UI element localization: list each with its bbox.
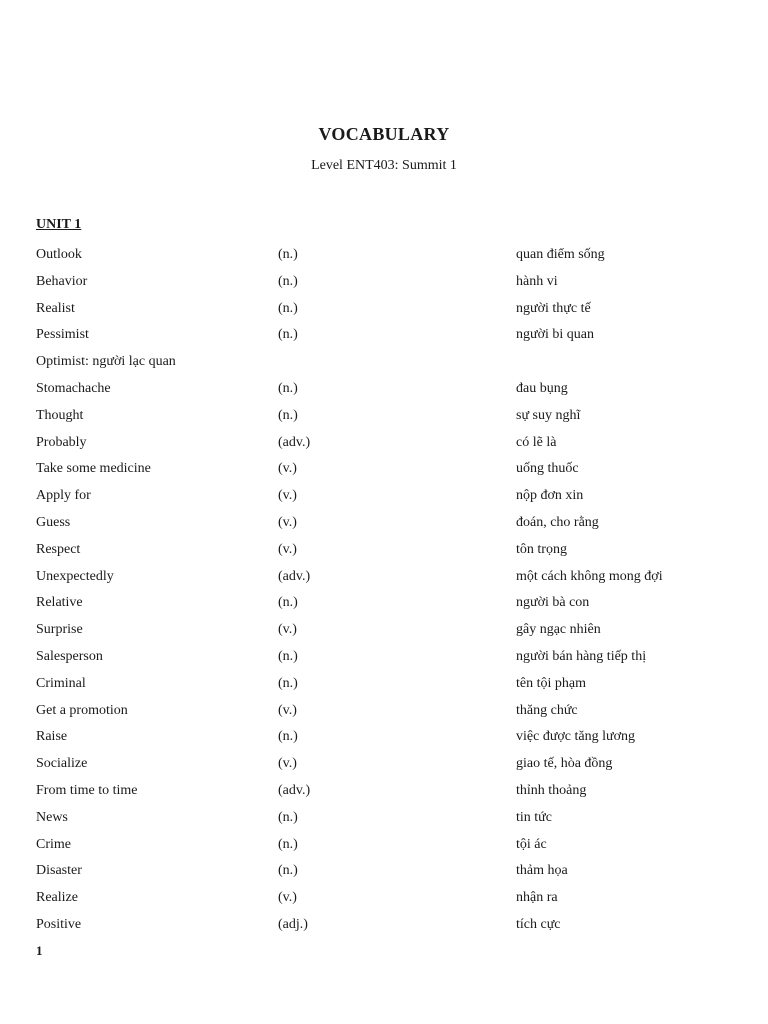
vocab-row bbox=[36, 644, 736, 671]
vocab-word: Stomachache bbox=[36, 380, 111, 396]
vocab-part-of-speech: (n.) bbox=[278, 327, 298, 343]
vocab-meaning: tội ác bbox=[516, 836, 547, 852]
vocabulary-list bbox=[36, 242, 736, 939]
vocab-row bbox=[36, 778, 736, 805]
vocab-part-of-speech: (n.) bbox=[278, 863, 298, 879]
vocab-word: Guess bbox=[36, 514, 71, 530]
vocab-meaning: gây ngạc nhiên bbox=[516, 622, 601, 638]
vocab-word: Surprise bbox=[36, 622, 83, 638]
vocab-row bbox=[36, 349, 736, 376]
vocab-part-of-speech: (adj.) bbox=[278, 916, 308, 932]
vocab-part-of-speech: (v.) bbox=[278, 756, 297, 772]
vocab-row bbox=[36, 751, 736, 778]
vocab-row bbox=[36, 590, 736, 617]
vocab-meaning: quan điểm sống bbox=[516, 247, 605, 262]
vocab-word: Realize bbox=[36, 890, 78, 906]
vocab-meaning: một cách không mong đợi bbox=[516, 568, 663, 584]
vocab-word: Outlook bbox=[36, 247, 82, 262]
unit-heading: UNIT 1 bbox=[36, 217, 82, 232]
vocab-row bbox=[36, 885, 736, 912]
vocab-word: Pessimist bbox=[36, 327, 89, 343]
vocab-part-of-speech: (n.) bbox=[278, 273, 298, 289]
vocab-row bbox=[36, 671, 736, 698]
vocab-word: Disaster bbox=[36, 863, 82, 879]
vocab-meaning: đau bụng bbox=[516, 380, 568, 396]
vocab-word: Respect bbox=[36, 541, 81, 557]
document-title: VOCABULARY bbox=[318, 124, 450, 144]
vocab-part-of-speech: (n.) bbox=[278, 380, 298, 396]
vocab-row bbox=[36, 456, 736, 483]
vocab-part-of-speech: (n.) bbox=[278, 247, 298, 262]
vocab-part-of-speech: (adv.) bbox=[278, 568, 311, 584]
vocab-part-of-speech: (n.) bbox=[278, 407, 298, 423]
vocab-row bbox=[36, 724, 736, 751]
vocab-word: Get a promotion bbox=[36, 702, 128, 718]
vocab-part-of-speech: (n.) bbox=[278, 648, 298, 664]
vocab-row bbox=[36, 242, 736, 269]
vocab-meaning: đoán, cho rằng bbox=[516, 514, 599, 530]
document-subtitle: Level ENT403: Summit 1 bbox=[311, 158, 457, 173]
vocab-part-of-speech: (adv.) bbox=[278, 782, 311, 798]
vocab-part-of-speech: (v.) bbox=[278, 514, 297, 530]
vocab-row bbox=[36, 430, 736, 457]
vocab-part-of-speech: (v.) bbox=[278, 622, 297, 638]
vocab-word: Take some medicine bbox=[36, 461, 151, 477]
vocab-meaning: việc được tăng lương bbox=[516, 729, 636, 745]
vocab-meaning: thăng chức bbox=[516, 702, 578, 718]
vocab-row bbox=[36, 564, 736, 591]
vocab-meaning: uống thuốc bbox=[516, 461, 579, 477]
vocab-meaning: tôn trọng bbox=[516, 541, 567, 557]
vocab-part-of-speech: (n.) bbox=[278, 729, 298, 745]
vocab-meaning: người thực tế bbox=[516, 300, 591, 316]
vocab-part-of-speech: (v.) bbox=[278, 488, 297, 504]
vocab-meaning: tích cực bbox=[516, 916, 561, 932]
vocab-word: From time to time bbox=[36, 782, 138, 798]
vocab-meaning: người bi quan bbox=[516, 327, 594, 343]
vocab-word: Unexpectedly bbox=[36, 568, 114, 584]
vocab-word: Crime bbox=[36, 836, 71, 852]
vocab-meaning: sự suy nghĩ bbox=[516, 407, 581, 423]
vocab-row bbox=[36, 376, 736, 403]
vocab-meaning: nộp đơn xin bbox=[516, 488, 584, 504]
vocab-meaning: tên tội phạm bbox=[516, 675, 586, 691]
vocab-word: Relative bbox=[36, 595, 83, 611]
vocab-word: Raise bbox=[36, 729, 68, 745]
vocab-word: Behavior bbox=[36, 273, 88, 289]
vocab-word: Probably bbox=[36, 434, 87, 450]
vocab-meaning: nhận ra bbox=[516, 890, 558, 906]
vocab-part-of-speech: (n.) bbox=[278, 595, 298, 611]
vocab-meaning: có lẽ là bbox=[516, 434, 557, 450]
vocab-part-of-speech: (adv.) bbox=[278, 434, 311, 450]
vocab-row bbox=[36, 537, 736, 564]
vocab-row bbox=[36, 832, 736, 859]
vocab-part-of-speech: (n.) bbox=[278, 300, 298, 316]
vocab-meaning: tin tức bbox=[516, 809, 552, 825]
vocab-word: Apply for bbox=[36, 488, 91, 504]
vocab-row bbox=[36, 403, 736, 430]
page-number: 1 bbox=[36, 943, 43, 958]
vocab-part-of-speech: (v.) bbox=[278, 890, 297, 906]
vocab-row bbox=[36, 510, 736, 537]
vocab-word: Optimist: người lạc quan bbox=[36, 354, 176, 370]
vocab-row bbox=[36, 698, 736, 725]
vocab-meaning: giao tế, hòa đồng bbox=[516, 756, 613, 772]
vocab-row bbox=[36, 269, 736, 296]
vocab-meaning: thảm họa bbox=[516, 863, 568, 879]
vocab-word: Positive bbox=[36, 916, 82, 932]
vocab-row bbox=[36, 483, 736, 510]
vocab-row bbox=[36, 617, 736, 644]
vocab-meaning: người bà con bbox=[516, 595, 590, 611]
vocab-row bbox=[36, 805, 736, 832]
vocab-part-of-speech: (v.) bbox=[278, 461, 297, 477]
vocab-meaning: người bán hàng tiếp thị bbox=[516, 648, 647, 664]
vocab-row bbox=[36, 296, 736, 323]
vocab-word: Salesperson bbox=[36, 648, 103, 664]
vocab-meaning: thỉnh thoảng bbox=[516, 782, 587, 798]
vocab-word: News bbox=[36, 809, 68, 825]
vocab-part-of-speech: (n.) bbox=[278, 836, 298, 852]
vocab-row bbox=[36, 912, 736, 939]
vocab-part-of-speech: (v.) bbox=[278, 702, 297, 718]
vocab-word: Criminal bbox=[36, 675, 86, 691]
vocab-part-of-speech: (v.) bbox=[278, 541, 297, 557]
vocab-meaning: hành vi bbox=[516, 273, 558, 289]
vocab-row bbox=[36, 322, 736, 349]
vocab-word: Socialize bbox=[36, 756, 88, 772]
vocab-part-of-speech: (n.) bbox=[278, 675, 298, 691]
vocab-row bbox=[36, 858, 736, 885]
vocab-part-of-speech: (n.) bbox=[278, 809, 298, 825]
vocab-word: Thought bbox=[36, 407, 84, 423]
vocab-word: Realist bbox=[36, 300, 75, 316]
